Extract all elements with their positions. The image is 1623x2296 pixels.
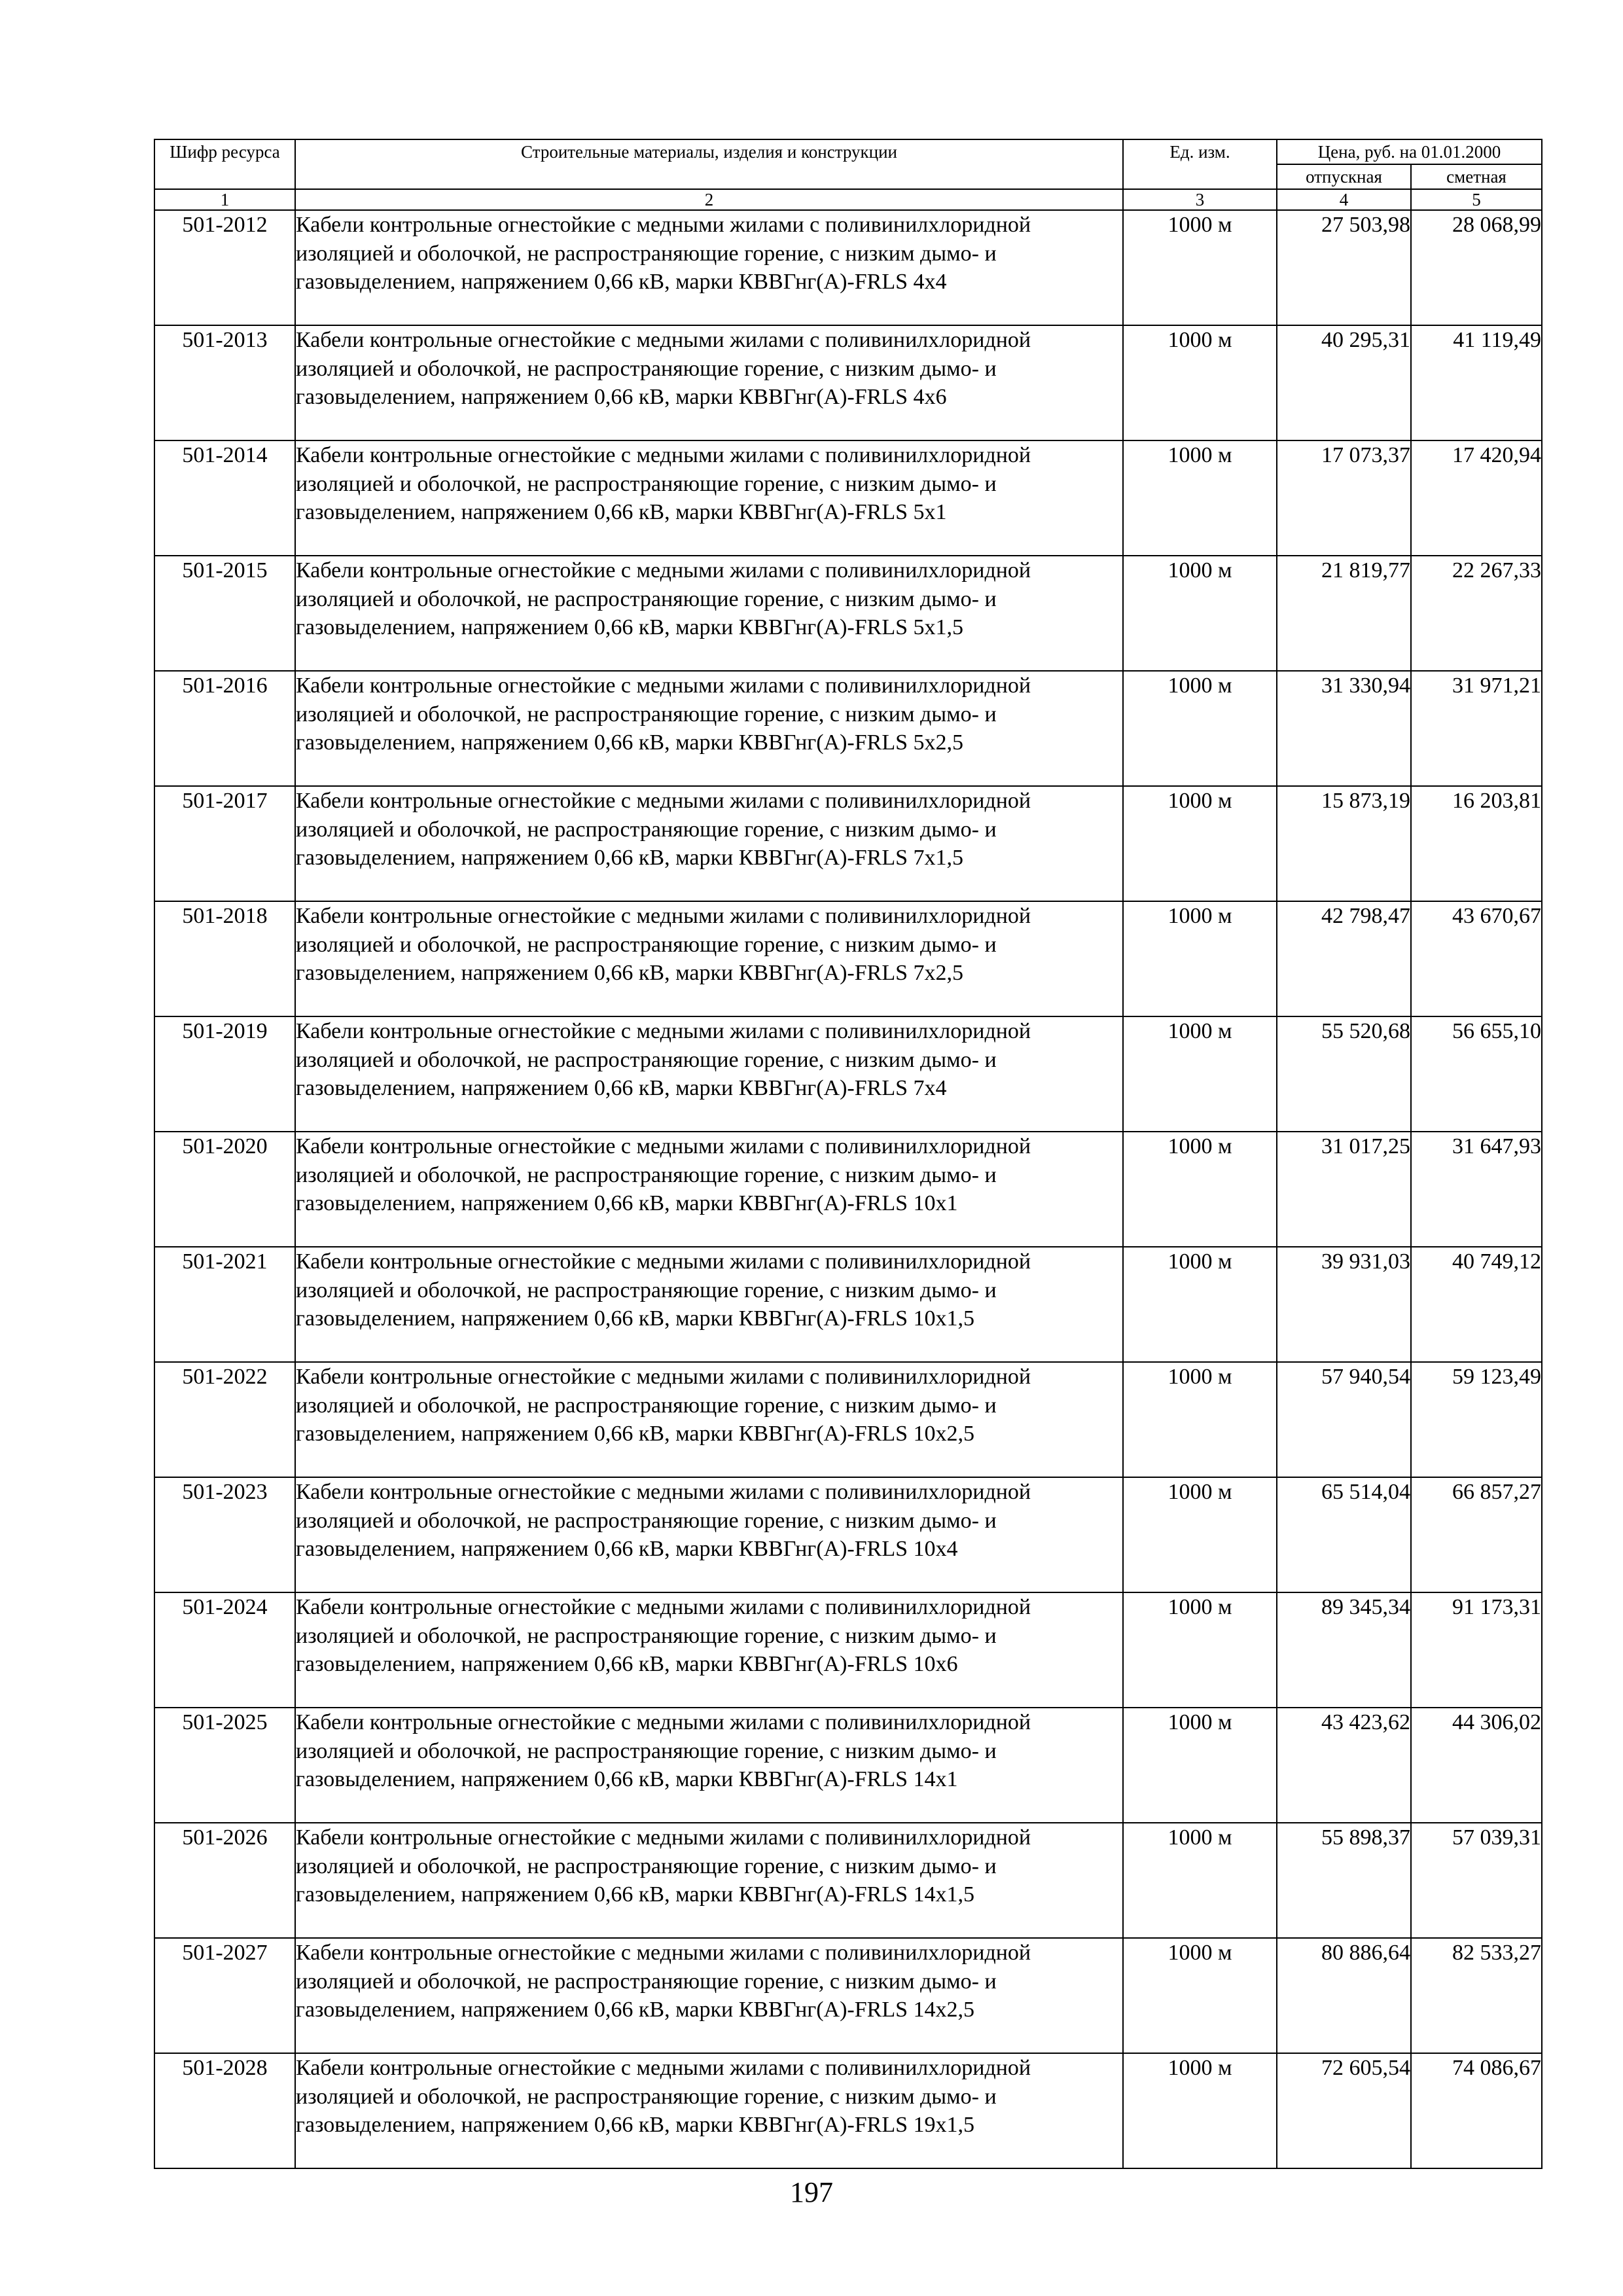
cell-unit: 1000 м [1123, 210, 1277, 325]
cell-code: 501-2017 [154, 786, 295, 901]
cell-name: Кабели контрольные огнестойкие с медными жилами с поливинилхлоридной изоляцией и оболочкой, не распространяющие горение, с низким дымо- и газовыделением, напряжением 0,66 кВ, марки КВВГнг(А)-FRLS 10x4 [295, 1477, 1123, 1592]
cell-price-estimate: 56 655,10 [1411, 1016, 1542, 1132]
cell-price-release: 15 873,19 [1277, 786, 1411, 901]
cell-name: Кабели контрольные огнестойкие с медными жилами с поливинилхлоридной изоляцией и оболочкой, не распространяющие горение, с низким дымо- и газовыделением, напряжением 0,66 кВ, марки КВВГнг(А)-FRLS 5x2,5 [295, 671, 1123, 786]
header-name: Строительные материалы, изделия и конструкции [295, 139, 1123, 189]
cell-price-release: 31 017,25 [1277, 1132, 1411, 1247]
cell-price-estimate: 16 203,81 [1411, 786, 1542, 901]
table-row [154, 1362, 1542, 1477]
cell-code: 501-2025 [154, 1708, 295, 1823]
cell-code: 501-2014 [154, 440, 295, 556]
table-row [154, 901, 1542, 1016]
table-row [154, 786, 1542, 901]
table-row [154, 1016, 1542, 1132]
table-row [154, 1132, 1542, 1247]
cell-price-release: 42 798,47 [1277, 901, 1411, 1016]
column-number: 4 [1277, 189, 1411, 210]
table-row [154, 671, 1542, 786]
cell-price-estimate: 66 857,27 [1411, 1477, 1542, 1592]
cell-price-estimate: 59 123,49 [1411, 1362, 1542, 1477]
cell-price-estimate: 31 971,21 [1411, 671, 1542, 786]
cell-price-release: 27 503,98 [1277, 210, 1411, 325]
cell-price-release: 55 520,68 [1277, 1016, 1411, 1132]
cell-price-release: 55 898,37 [1277, 1823, 1411, 1938]
table-body [154, 210, 1542, 2168]
cell-name: Кабели контрольные огнестойкие с медными жилами с поливинилхлоридной изоляцией и оболочкой, не распространяющие горение, с низким дымо- и газовыделением, напряжением 0,66 кВ, марки КВВГнг(А)-FRLS 7x1,5 [295, 786, 1123, 901]
column-number-row [154, 189, 1542, 210]
cell-unit: 1000 м [1123, 901, 1277, 1016]
cell-name: Кабели контрольные огнестойкие с медными жилами с поливинилхлоридной изоляцией и оболочкой, не распространяющие горение, с низким дымо- и газовыделением, напряжением 0,66 кВ, марки КВВГнг(А)-FRLS 10x6 [295, 1592, 1123, 1708]
cell-unit: 1000 м [1123, 440, 1277, 556]
cell-price-release: 72 605,54 [1277, 2053, 1411, 2168]
cell-code: 501-2018 [154, 901, 295, 1016]
cell-unit: 1000 м [1123, 2053, 1277, 2168]
cell-price-estimate: 22 267,33 [1411, 556, 1542, 671]
cell-name: Кабели контрольные огнестойкие с медными жилами с поливинилхлоридной изоляцией и оболочкой, не распространяющие горение, с низким дымо- и газовыделением, напряжением 0,66 кВ, марки КВВГнг(А)-FRLS 5x1,5 [295, 556, 1123, 671]
cell-price-estimate: 28 068,99 [1411, 210, 1542, 325]
table-row [154, 1477, 1542, 1592]
cell-price-release: 43 423,62 [1277, 1708, 1411, 1823]
cell-price-estimate: 43 670,67 [1411, 901, 1542, 1016]
cell-unit: 1000 м [1123, 1132, 1277, 1247]
header-row [154, 139, 1542, 164]
cell-code: 501-2019 [154, 1016, 295, 1132]
cell-code: 501-2020 [154, 1132, 295, 1247]
table-row [154, 210, 1542, 325]
table-row [154, 1708, 1542, 1823]
cell-price-release: 89 345,34 [1277, 1592, 1411, 1708]
cell-price-release: 17 073,37 [1277, 440, 1411, 556]
cell-code: 501-2012 [154, 210, 295, 325]
cell-name: Кабели контрольные огнестойкие с медными жилами с поливинилхлоридной изоляцией и оболочкой, не распространяющие горение, с низким дымо- и газовыделением, напряжением 0,66 кВ, марки КВВГнг(А)-FRLS 7x2,5 [295, 901, 1123, 1016]
cell-name: Кабели контрольные огнестойкие с медными жилами с поливинилхлоридной изоляцией и оболочкой, не распространяющие горение, с низким дымо- и газовыделением, напряжением 0,66 кВ, марки КВВГнг(А)-FRLS 14x1 [295, 1708, 1123, 1823]
cell-code: 501-2021 [154, 1247, 295, 1362]
table-row [154, 1247, 1542, 1362]
header-code: Шифр ресурса [154, 139, 295, 189]
column-number: 2 [295, 189, 1123, 210]
cell-unit: 1000 м [1123, 1362, 1277, 1477]
header-unit: Ед. изм. [1123, 139, 1277, 189]
cell-price-estimate: 40 749,12 [1411, 1247, 1542, 1362]
cell-name: Кабели контрольные огнестойкие с медными жилами с поливинилхлоридной изоляцией и оболочкой, не распространяющие горение, с низким дымо- и газовыделением, напряжением 0,66 кВ, марки КВВГнг(А)-FRLS 14x1,5 [295, 1823, 1123, 1938]
table-row [154, 1592, 1542, 1708]
cell-price-release: 57 940,54 [1277, 1362, 1411, 1477]
cell-name: Кабели контрольные огнестойкие с медными жилами с поливинилхлоридной изоляцией и оболочкой, не распространяющие горение, с низким дымо- и газовыделением, напряжением 0,66 кВ, марки КВВГнг(А)-FRLS 19x1,5 [295, 2053, 1123, 2168]
cell-price-estimate: 41 119,49 [1411, 325, 1542, 440]
cell-price-release: 31 330,94 [1277, 671, 1411, 786]
cell-unit: 1000 м [1123, 1016, 1277, 1132]
cell-unit: 1000 м [1123, 1708, 1277, 1823]
table-row [154, 325, 1542, 440]
cell-code: 501-2023 [154, 1477, 295, 1592]
cell-code: 501-2026 [154, 1823, 295, 1938]
cell-code: 501-2015 [154, 556, 295, 671]
header-price-estimate: сметная [1411, 164, 1542, 189]
cell-unit: 1000 м [1123, 1938, 1277, 2053]
cell-price-estimate: 82 533,27 [1411, 1938, 1542, 2053]
cell-unit: 1000 м [1123, 1247, 1277, 1362]
cell-name: Кабели контрольные огнестойкие с медными жилами с поливинилхлоридной изоляцией и оболочкой, не распространяющие горение, с низким дымо- и газовыделением, напряжением 0,66 кВ, марки КВВГнг(А)-FRLS 10x2,5 [295, 1362, 1123, 1477]
cell-unit: 1000 м [1123, 556, 1277, 671]
cell-unit: 1000 м [1123, 1592, 1277, 1708]
column-number: 3 [1123, 189, 1277, 210]
cell-code: 501-2028 [154, 2053, 295, 2168]
table-row [154, 2053, 1542, 2168]
cell-name: Кабели контрольные огнестойкие с медными жилами с поливинилхлоридной изоляцией и оболочкой, не распространяющие горение, с низким дымо- и газовыделением, напряжением 0,66 кВ, марки КВВГнг(А)-FRLS 10x1 [295, 1132, 1123, 1247]
cell-name: Кабели контрольные огнестойкие с медными жилами с поливинилхлоридной изоляцией и оболочкой, не распространяющие горение, с низким дымо- и газовыделением, напряжением 0,66 кВ, марки КВВГнг(А)-FRLS 10x1,5 [295, 1247, 1123, 1362]
cell-name: Кабели контрольные огнестойкие с медными жилами с поливинилхлоридной изоляцией и оболочкой, не распространяющие горение, с низким дымо- и газовыделением, напряжением 0,66 кВ, марки КВВГнг(А)-FRLS 5x1 [295, 440, 1123, 556]
cell-unit: 1000 м [1123, 786, 1277, 901]
cell-price-release: 39 931,03 [1277, 1247, 1411, 1362]
cell-name: Кабели контрольные огнестойкие с медными жилами с поливинилхлоридной изоляцией и оболочкой, не распространяющие горение, с низким дымо- и газовыделением, напряжением 0,66 кВ, марки КВВГнг(А)-FRLS 7x4 [295, 1016, 1123, 1132]
column-number: 5 [1411, 189, 1542, 210]
cell-price-release: 21 819,77 [1277, 556, 1411, 671]
cell-code: 501-2024 [154, 1592, 295, 1708]
cell-price-release: 80 886,64 [1277, 1938, 1411, 2053]
cell-unit: 1000 м [1123, 1477, 1277, 1592]
table-row [154, 1938, 1542, 2053]
cell-price-estimate: 17 420,94 [1411, 440, 1542, 556]
cell-price-estimate: 31 647,93 [1411, 1132, 1542, 1247]
cell-price-release: 65 514,04 [1277, 1477, 1411, 1592]
cell-name: Кабели контрольные огнестойкие с медными жилами с поливинилхлоридной изоляцией и оболочкой, не распространяющие горение, с низким дымо- и газовыделением, напряжением 0,66 кВ, марки КВВГнг(А)-FRLS 14x2,5 [295, 1938, 1123, 2053]
cell-price-estimate: 44 306,02 [1411, 1708, 1542, 1823]
cell-code: 501-2013 [154, 325, 295, 440]
cell-code: 501-2027 [154, 1938, 295, 2053]
cell-code: 501-2016 [154, 671, 295, 786]
price-table [154, 139, 1543, 2169]
cell-price-estimate: 74 086,67 [1411, 2053, 1542, 2168]
cell-price-estimate: 91 173,31 [1411, 1592, 1542, 1708]
table-row [154, 556, 1542, 671]
cell-price-estimate: 57 039,31 [1411, 1823, 1542, 1938]
cell-code: 501-2022 [154, 1362, 295, 1477]
page-number: 197 [790, 2176, 833, 2208]
header-price-release: отпускная [1277, 164, 1411, 189]
table-row [154, 1823, 1542, 1938]
cell-name: Кабели контрольные огнестойкие с медными жилами с поливинилхлоридной изоляцией и оболочкой, не распространяющие горение, с низким дымо- и газовыделением, напряжением 0,66 кВ, марки КВВГнг(А)-FRLS 4x6 [295, 325, 1123, 440]
cell-unit: 1000 м [1123, 671, 1277, 786]
column-number: 1 [154, 189, 295, 210]
table-row [154, 440, 1542, 556]
cell-unit: 1000 м [1123, 1823, 1277, 1938]
cell-unit: 1000 м [1123, 325, 1277, 440]
header-price-group: Цена, руб. на 01.01.2000 [1277, 139, 1542, 164]
cell-name: Кабели контрольные огнестойкие с медными жилами с поливинилхлоридной изоляцией и оболочкой, не распространяющие горение, с низким дымо- и газовыделением, напряжением 0,66 кВ, марки КВВГнг(А)-FRLS 4x4 [295, 210, 1123, 325]
cell-price-release: 40 295,31 [1277, 325, 1411, 440]
